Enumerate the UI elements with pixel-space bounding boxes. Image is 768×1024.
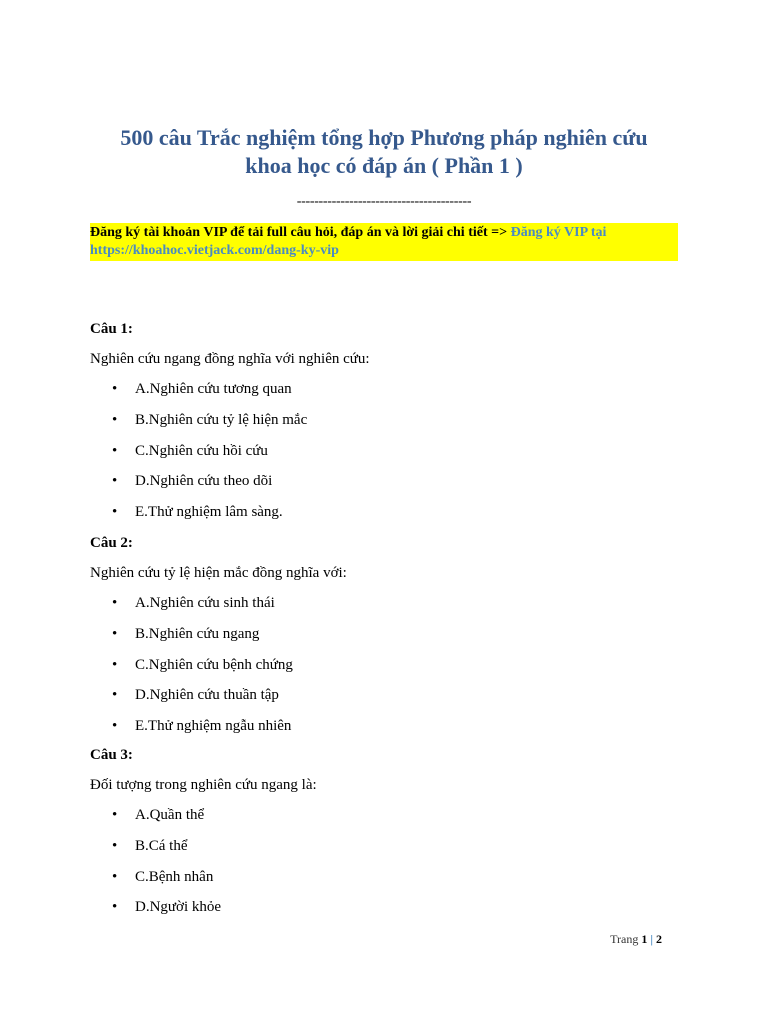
answer-option (90, 594, 678, 625)
bullet-icon: • (112, 473, 118, 490)
bullet-icon: • (112, 656, 118, 673)
page-word: Trang (610, 932, 639, 946)
answer-option (90, 686, 678, 717)
question-text: Nghiên cứu tỷ lệ hiện mắc đồng nghĩa với: (90, 565, 347, 581)
answer-option (90, 868, 678, 899)
bullet-icon: • (112, 595, 118, 611)
option-text: D.Người khỏe (135, 899, 222, 916)
question-label: Câu 1: (90, 321, 133, 337)
bullet-icon: • (112, 837, 118, 854)
question-text: Nghiên cứu ngang đồng nghĩa với nghiên cứu: (90, 351, 370, 367)
total-page-number: 2 (656, 932, 662, 946)
answer-option (90, 656, 678, 687)
vip-register-link[interactable]: Đăng ký VIP tại https://khoahoc.vietjack.com/dang-ky-vip (90, 225, 607, 258)
option-text: B.Nghiên cứu ngang (135, 625, 260, 642)
question-block-3 (90, 746, 678, 929)
option-text: B.Cá thể (135, 837, 188, 854)
page-footer (610, 931, 662, 947)
question-block-2 (90, 534, 678, 748)
option-text: C.Bệnh nhân (135, 868, 214, 885)
page-title (90, 124, 678, 180)
bullet-icon: • (112, 687, 118, 704)
answer-option (90, 380, 678, 411)
answer-option (90, 717, 678, 748)
bullet-icon: • (112, 411, 118, 428)
option-text: D.Nghiên cứu thuần tập (135, 687, 279, 704)
bullet-icon: • (112, 381, 118, 397)
page-separator: | (650, 932, 653, 946)
option-text: C.Nghiên cứu bệnh chứng (135, 656, 293, 673)
bullet-icon: • (112, 899, 118, 916)
bullet-icon: • (112, 504, 118, 521)
answer-option (90, 625, 678, 656)
answer-option (90, 411, 678, 442)
bullet-icon: • (112, 868, 118, 885)
answer-option (90, 837, 678, 868)
answer-option (90, 503, 678, 534)
option-text: A.Nghiên cứu tương quan (135, 381, 292, 397)
option-text: E.Thử nghiệm ngẫu nhiên (135, 718, 292, 735)
bullet-icon: • (112, 718, 118, 735)
question-text: Đối tượng trong nghiên cứu ngang là: (90, 777, 317, 793)
option-text: E.Thử nghiệm lâm sàng. (135, 504, 283, 521)
answer-option (90, 806, 678, 837)
option-text: A.Quần thể (135, 807, 205, 823)
bullet-icon: • (112, 807, 118, 823)
answer-option (90, 472, 678, 503)
title-line-2: khoa học có đáp án ( Phần 1 ) (245, 153, 523, 178)
question-block-1 (90, 320, 678, 534)
answer-option (90, 442, 678, 473)
question-label: Câu 3: (90, 747, 133, 763)
current-page-number: 1 (641, 932, 648, 946)
answer-option (90, 898, 678, 929)
bullet-icon: • (112, 442, 118, 459)
vip-banner-text: Đăng ký tài khoản VIP để tải full câu hỏi, đáp án và lời giải chi tiết => (90, 225, 511, 240)
vip-banner (90, 223, 678, 261)
question-label: Câu 2: (90, 535, 133, 551)
option-text: D.Nghiên cứu theo dõi (135, 473, 273, 490)
divider-line: ---------------------------------------- (296, 194, 472, 209)
title-line-1: 500 câu Trắc nghiệm tổng hợp Phương pháp nghiên cứu (120, 125, 648, 150)
option-text: B.Nghiên cứu tỷ lệ hiện mắc (135, 411, 308, 428)
bullet-icon: • (112, 625, 118, 642)
option-text: C.Nghiên cứu hồi cứu (135, 442, 268, 459)
option-text: A.Nghiên cứu sinh thái (135, 595, 275, 611)
